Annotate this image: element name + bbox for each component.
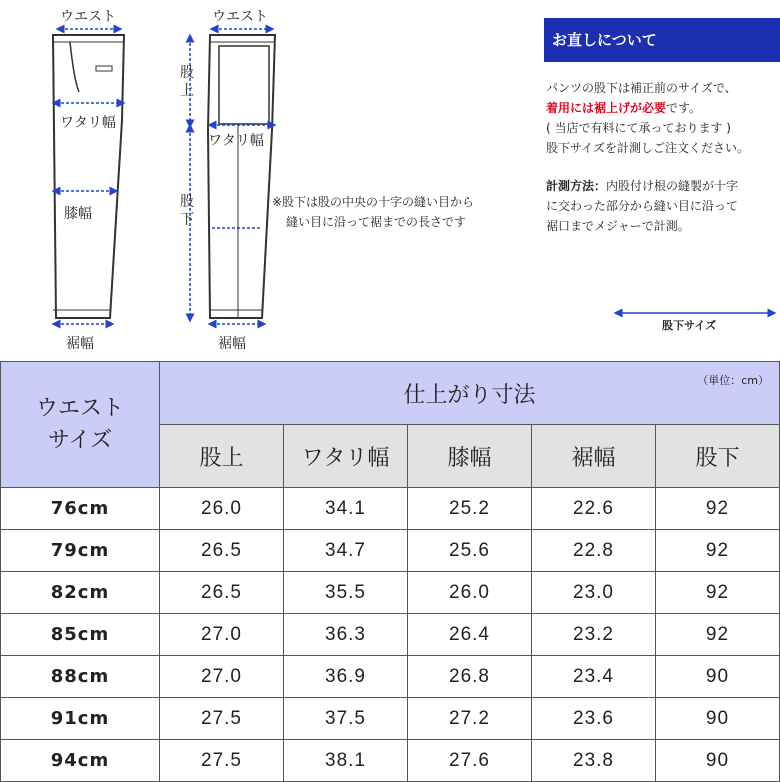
value-cell: 23.4 [532,656,656,698]
value-cell: 34.1 [284,488,408,530]
value-cell: 23.0 [532,572,656,614]
value-cell: 25.6 [408,530,532,572]
value-cell: 92 [656,488,780,530]
waist-size-header [1,362,160,488]
value-cell: 26.0 [408,572,532,614]
value-cell: 37.5 [284,698,408,740]
inseam-note-line2: 縫い目に沿って裾までの長さです [286,215,467,229]
table-row [1,656,780,698]
value-cell: 22.8 [532,530,656,572]
table-row [1,530,780,572]
pants-diagram [0,0,540,360]
info-line2 [546,98,749,118]
finished-size-title: 仕上がり寸法 [403,382,536,408]
value-cell: 27.0 [160,656,284,698]
value-cell: 27.2 [408,698,532,740]
measure-line2: に交わった部分から縫い目に沿って [546,199,738,213]
col-header-thigh: ワタリ幅 [284,425,408,488]
value-cell: 90 [656,656,780,698]
size-cell: 82cm [1,572,160,614]
waist-header-line2: サイズ [47,427,113,453]
size-cell: 88cm [1,656,160,698]
size-cell: 79cm [1,530,160,572]
front-knee-label: 膝幅 [64,206,92,222]
size-cell: 91cm [1,698,160,740]
table-row [1,572,780,614]
table-row [1,740,780,782]
value-cell: 27.5 [160,740,284,782]
alteration-heading: お直しについて [544,18,780,62]
size-cell: 76cm [1,488,160,530]
measure-text1: 内股付け根の縫製が十字 [606,179,739,193]
value-cell: 92 [656,530,780,572]
value-cell: 92 [656,614,780,656]
col-header-rise: 股上 [160,425,284,488]
value-cell: 23.8 [532,740,656,782]
value-cell: 26.0 [160,488,284,530]
inseam-note-line1: ※股下は股の中央の十字の縫い目から [272,195,475,209]
table-row [1,698,780,740]
info-line1: パンツの股下は補正前のサイズで、 [546,81,737,95]
back-rise-label: 股上 [180,65,194,99]
col-header-knee: 膝幅 [408,425,532,488]
size-cell: 85cm [1,614,160,656]
info-line4: 股下サイズを計測しご注文ください。 [546,141,750,155]
value-cell: 36.9 [284,656,408,698]
finished-size-header [160,362,780,425]
unit-label: （単位：cm） [697,374,769,387]
col-header-hem: 裾幅 [532,425,656,488]
waist-header-line1: ウエスト [35,395,124,421]
value-cell: 25.2 [408,488,532,530]
back-inseam-label: 股下 [180,194,194,228]
back-thigh-label: ワタリ幅 [208,133,264,149]
back-waist-label: ウエスト [212,9,268,25]
value-cell: 26.5 [160,530,284,572]
value-cell: 23.6 [532,698,656,740]
front-waist-label: ウエスト [60,9,116,25]
size-table [0,361,780,782]
value-cell: 23.2 [532,614,656,656]
front-hem-label: 裾幅 [66,336,94,352]
value-cell: 36.3 [284,614,408,656]
front-thigh-label: ワタリ幅 [60,115,116,131]
value-cell: 38.1 [284,740,408,782]
back-hem-label: 裾幅 [218,336,246,352]
value-cell: 26.4 [408,614,532,656]
value-cell: 27.0 [160,614,284,656]
table-row [1,488,780,530]
value-cell: 22.6 [532,488,656,530]
hemming-required-text: 着用には裾上げが必要 [546,101,667,115]
back-pants-outline [208,35,275,318]
value-cell: 90 [656,698,780,740]
value-cell: 27.5 [160,698,284,740]
front-pants-outline [53,35,124,318]
value-cell: 92 [656,572,780,614]
inseam-caption: 股下サイズ [662,319,717,332]
info-line2-rest: です。 [666,101,702,115]
value-cell: 34.7 [284,530,408,572]
table-row [1,614,780,656]
info-line3: ( 当店で有料にて承っております ) [546,121,731,135]
alteration-body [546,78,749,236]
value-cell: 27.6 [408,740,532,782]
measure-line1 [546,176,749,196]
size-cell: 94cm [1,740,160,782]
value-cell: 26.8 [408,656,532,698]
value-cell: 90 [656,740,780,782]
value-cell: 35.5 [284,572,408,614]
measure-line3: 裾口までメジャーで計測。 [546,219,690,233]
value-cell: 26.5 [160,572,284,614]
measure-label: 計測方法： [546,179,607,193]
col-header-inseam: 股下 [656,425,780,488]
